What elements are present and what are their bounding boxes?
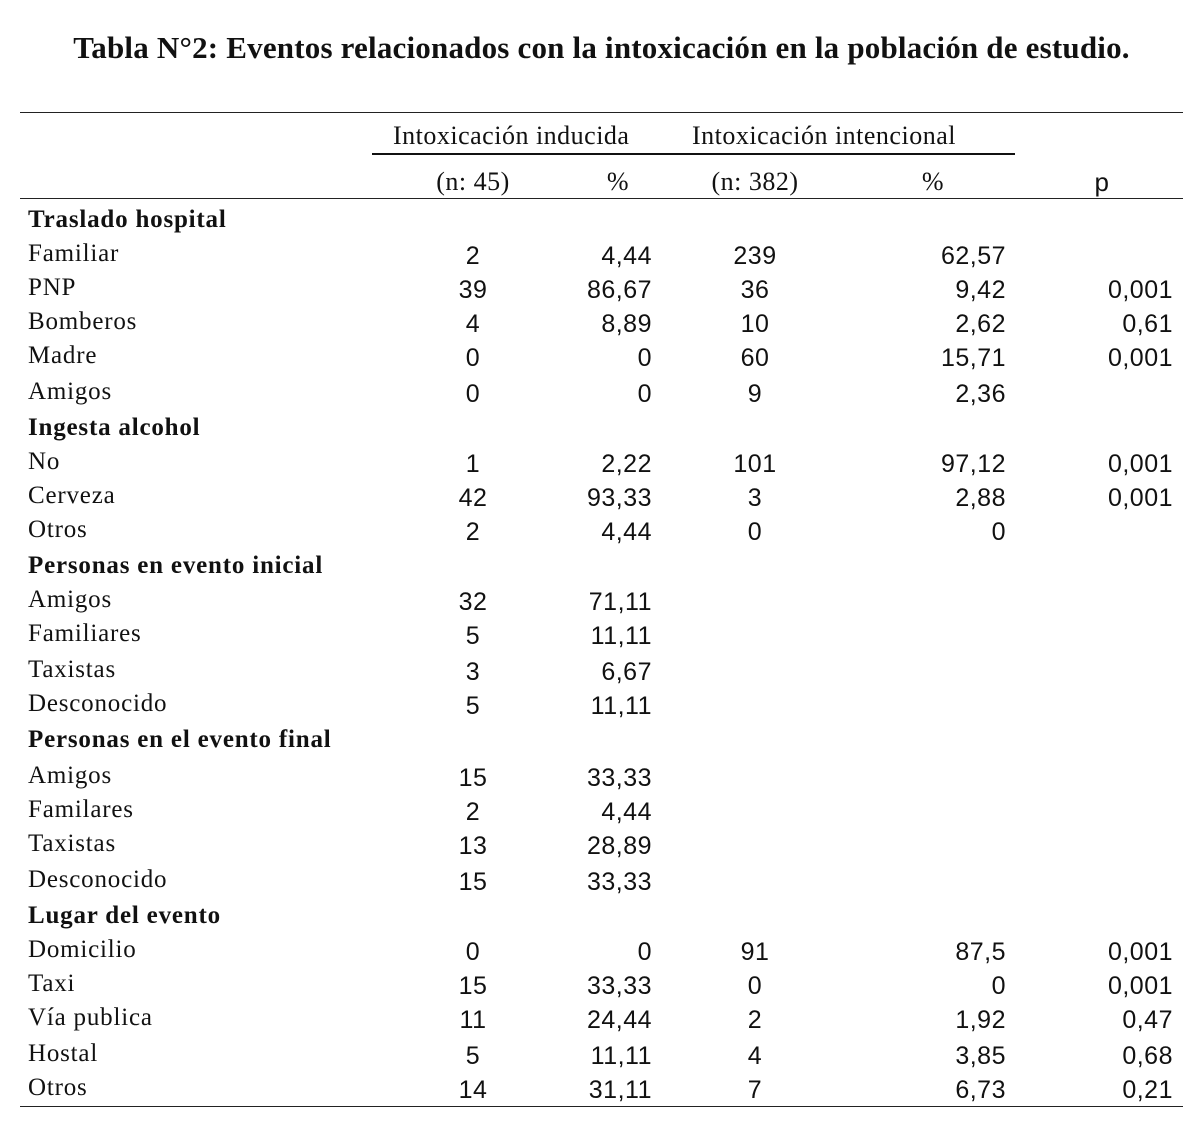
cell-p-value: 0,001	[1107, 938, 1173, 966]
cell-pct-induced: 28,89	[586, 832, 652, 860]
cell-p-value: 0,001	[1107, 484, 1173, 512]
cell-p-value: 0,001	[1107, 450, 1173, 478]
section-heading: Lugar del evento	[28, 902, 221, 929]
cell-n-induced: 5	[465, 692, 481, 720]
cell-n-induced: 39	[458, 276, 488, 304]
row-label: No	[28, 448, 61, 475]
header-pct-induced: %	[606, 167, 630, 196]
cell-n-induced: 15	[458, 972, 488, 1000]
cell-pct-induced: 31,11	[588, 1076, 652, 1104]
cell-pct-induced: 24,44	[586, 1006, 652, 1034]
cell-p-value: 0,001	[1107, 276, 1173, 304]
cell-n-intentional: 2	[747, 1006, 763, 1034]
cell-n-intentional: 0	[747, 518, 763, 546]
table-title: Tabla N°2: Eventos relacionados con la intoxicación en la población de estudio.	[73, 30, 1130, 65]
group-rule-intentional	[672, 153, 1015, 155]
header-n-intentional: (n: 382)	[711, 167, 799, 196]
cell-pct-induced: 71,11	[588, 588, 652, 616]
cell-p-value: 0,47	[1122, 1006, 1173, 1034]
cell-n-induced: 2	[465, 242, 481, 270]
cell-pct-induced: 4,44	[601, 798, 652, 826]
cell-n-induced: 0	[465, 938, 481, 966]
section-heading: Ingesta alcohol	[28, 414, 201, 441]
row-label: Taxistas	[28, 656, 116, 683]
cell-pct-intentional: 2,36	[955, 380, 1006, 408]
section-heading: Traslado hospital	[28, 206, 227, 233]
row-label: Familares	[28, 796, 134, 823]
cell-pct-intentional: 87,5	[955, 938, 1006, 966]
header-pct-intentional: %	[921, 167, 945, 196]
row-label: Taxistas	[28, 830, 116, 857]
cell-n-induced: 2	[465, 798, 481, 826]
section-heading: Personas en evento inicial	[28, 552, 324, 579]
header-group-induced: Intoxicación inducida	[393, 121, 630, 150]
cell-n-intentional: 4	[747, 1042, 763, 1070]
cell-pct-induced: 86,67	[586, 276, 652, 304]
cell-pct-intentional: 97,12	[940, 450, 1006, 478]
cell-pct-induced: 33,33	[586, 764, 652, 792]
row-label: Domicilio	[28, 936, 137, 963]
cell-pct-induced: 33,33	[586, 868, 652, 896]
row-label: Vía publica	[28, 1004, 153, 1031]
cell-n-induced: 2	[465, 518, 481, 546]
cell-pct-induced: 11,11	[590, 622, 652, 650]
cell-pct-induced: 0	[637, 344, 652, 372]
row-label: Taxi	[28, 970, 76, 997]
cell-n-induced: 4	[465, 310, 481, 338]
row-label: Otros	[28, 516, 88, 543]
cell-n-induced: 5	[465, 622, 481, 650]
cell-n-intentional: 0	[747, 972, 763, 1000]
cell-pct-induced: 4,44	[601, 518, 652, 546]
cell-p-value: 0,001	[1107, 344, 1173, 372]
row-label: Amigos	[28, 762, 112, 789]
cell-pct-induced: 6,67	[601, 658, 652, 686]
row-label: Hostal	[28, 1040, 99, 1067]
row-label: Familiares	[28, 620, 142, 647]
cell-n-induced: 0	[465, 344, 481, 372]
cell-pct-intentional: 2,62	[955, 310, 1006, 338]
cell-pct-intentional: 0	[991, 518, 1006, 546]
cell-n-induced: 14	[458, 1076, 488, 1104]
cell-pct-intentional: 62,57	[940, 242, 1006, 270]
header-p-value: p	[1094, 167, 1110, 197]
cell-n-intentional: 239	[733, 242, 777, 270]
cell-pct-induced: 0	[637, 380, 652, 408]
cell-pct-induced: 8,89	[601, 310, 652, 338]
cell-pct-intentional: 1,92	[955, 1006, 1006, 1034]
group-rule-induced	[372, 153, 672, 155]
row-label: Bomberos	[28, 308, 138, 335]
cell-n-induced: 15	[458, 868, 488, 896]
table-bottom-rule	[20, 1106, 1183, 1107]
cell-pct-intentional: 3,85	[955, 1042, 1006, 1070]
row-label: PNP	[28, 274, 77, 301]
cell-n-intentional: 101	[733, 450, 777, 478]
cell-p-value: 0,001	[1107, 972, 1173, 1000]
table-top-rule	[20, 112, 1183, 113]
cell-n-intentional: 3	[747, 484, 763, 512]
row-label: Desconocido	[28, 866, 168, 893]
cell-n-intentional: 60	[740, 344, 770, 372]
header-n-induced: (n: 45)	[436, 167, 510, 196]
cell-pct-intentional: 15,71	[940, 344, 1006, 372]
row-label: Desconocido	[28, 690, 168, 717]
cell-pct-induced: 93,33	[586, 484, 652, 512]
header-group-intentional: Intoxicación intencional	[692, 121, 956, 150]
cell-n-intentional: 9	[747, 380, 763, 408]
cell-n-intentional: 91	[740, 938, 770, 966]
cell-pct-intentional: 2,88	[955, 484, 1006, 512]
row-label: Amigos	[28, 586, 112, 613]
cell-pct-intentional: 9,42	[955, 276, 1006, 304]
cell-pct-intentional: 0	[991, 972, 1006, 1000]
cell-n-induced: 1	[465, 450, 481, 478]
row-label: Otros	[28, 1074, 88, 1101]
cell-n-induced: 3	[465, 658, 481, 686]
cell-p-value: 0,21	[1122, 1076, 1173, 1104]
cell-pct-induced: 11,11	[590, 1042, 652, 1070]
row-label: Familiar	[28, 240, 120, 267]
cell-n-intentional: 10	[740, 310, 770, 338]
section-heading: Personas en el evento final	[28, 726, 332, 753]
cell-n-intentional: 7	[747, 1076, 763, 1104]
header-bottom-rule	[20, 198, 1183, 199]
cell-n-induced: 5	[465, 1042, 481, 1070]
cell-pct-induced: 0	[637, 938, 652, 966]
cell-n-induced: 13	[458, 832, 488, 860]
row-label: Madre	[28, 342, 98, 369]
cell-pct-intentional: 6,73	[955, 1076, 1006, 1104]
cell-n-induced: 11	[459, 1006, 487, 1034]
cell-p-value: 0,68	[1122, 1042, 1173, 1070]
cell-pct-induced: 4,44	[601, 242, 652, 270]
cell-n-induced: 32	[458, 588, 488, 616]
cell-n-induced: 15	[458, 764, 488, 792]
row-label: Amigos	[28, 378, 112, 405]
cell-n-induced: 42	[458, 484, 488, 512]
cell-pct-induced: 33,33	[586, 972, 652, 1000]
cell-pct-induced: 11,11	[590, 692, 652, 720]
cell-p-value: 0,61	[1122, 310, 1173, 338]
cell-n-intentional: 36	[740, 276, 770, 304]
cell-n-induced: 0	[465, 380, 481, 408]
cell-pct-induced: 2,22	[601, 450, 652, 478]
row-label: Cerveza	[28, 482, 116, 509]
